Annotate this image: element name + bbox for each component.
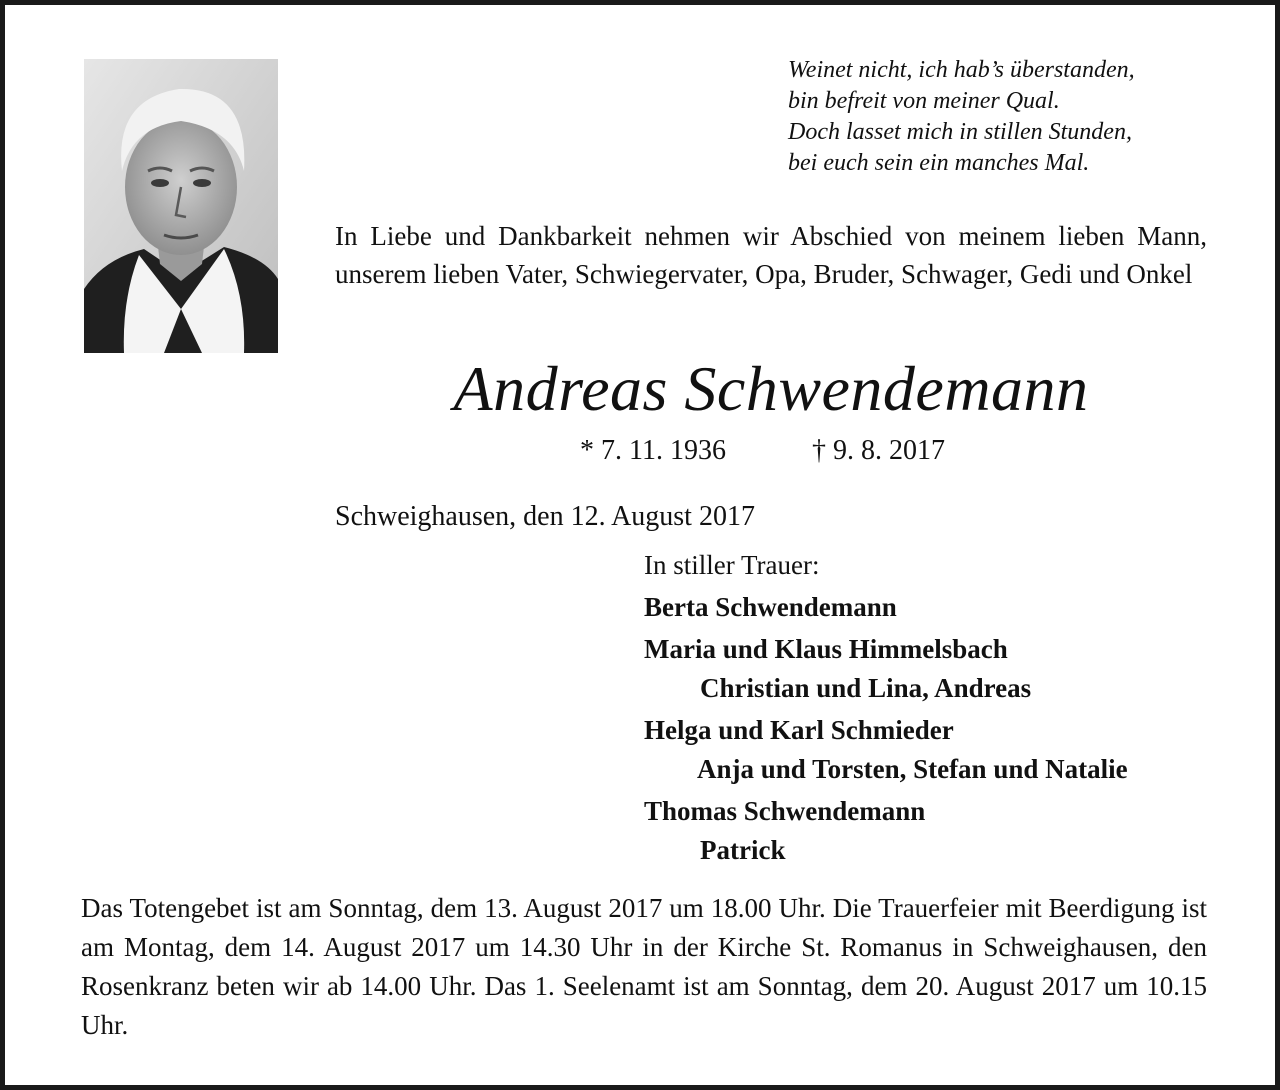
intro-text: In Liebe und Dankbarkeit nehmen wir Abschied von meinem lieben Mann, unserem lieben Vater, Schwiegervater, Opa, Bruder, Schwager, Gedi und Onkel [335,221,1207,289]
place-and-date: Schweighausen, den 12. August 2017 [335,501,755,532]
portrait-photo [84,59,278,353]
poem-line: Doch lasset mich in stillen Stunden, [788,119,1132,145]
mourner-name: Anja und Torsten, Stefan und Natalie [697,754,1128,784]
poem-line: bei euch sein ein manches Mal. [788,150,1090,176]
death-date: † 9. 8. 2017 [812,435,945,466]
mourner-name: Patrick [700,835,786,865]
poem-line: Weinet nicht, ich hab’s überstanden, [788,57,1135,83]
poem-line: bin befreit von meiner Qual. [788,88,1060,114]
birth-date: * 7. 11. 1936 [580,435,726,466]
mourner-name: Helga und Karl Schmieder [644,715,954,745]
poem [788,55,1248,179]
mourner-name: Christian und Lina, Andreas [700,673,1032,703]
mourner-name: Maria und Klaus Himmelsbach [644,634,1008,664]
portrait-image [84,59,278,353]
mourner-name: Berta Schwendemann [644,592,897,622]
deceased-name: Andreas Schwendemann [453,353,1089,424]
funeral-info: Das Totengebet ist am Sonntag, dem 13. August 2017 um 18.00 Uhr. Die Trauerfeier mit Beerdigung ist am Montag, dem 14. August 2017 um 14.30 Uhr in der Kirche St. Romanus in Schweighausen, den Rosenkranz beten wir ab 14.00 Uhr. Das 1. Seelenamt ist am Sonntag, dem 20. August 2017 um 10.15 Uhr. [81,893,1207,1040]
mourning-label: In stiller Trauer: [644,550,820,580]
mourner-name: Thomas Schwendemann [644,796,926,826]
